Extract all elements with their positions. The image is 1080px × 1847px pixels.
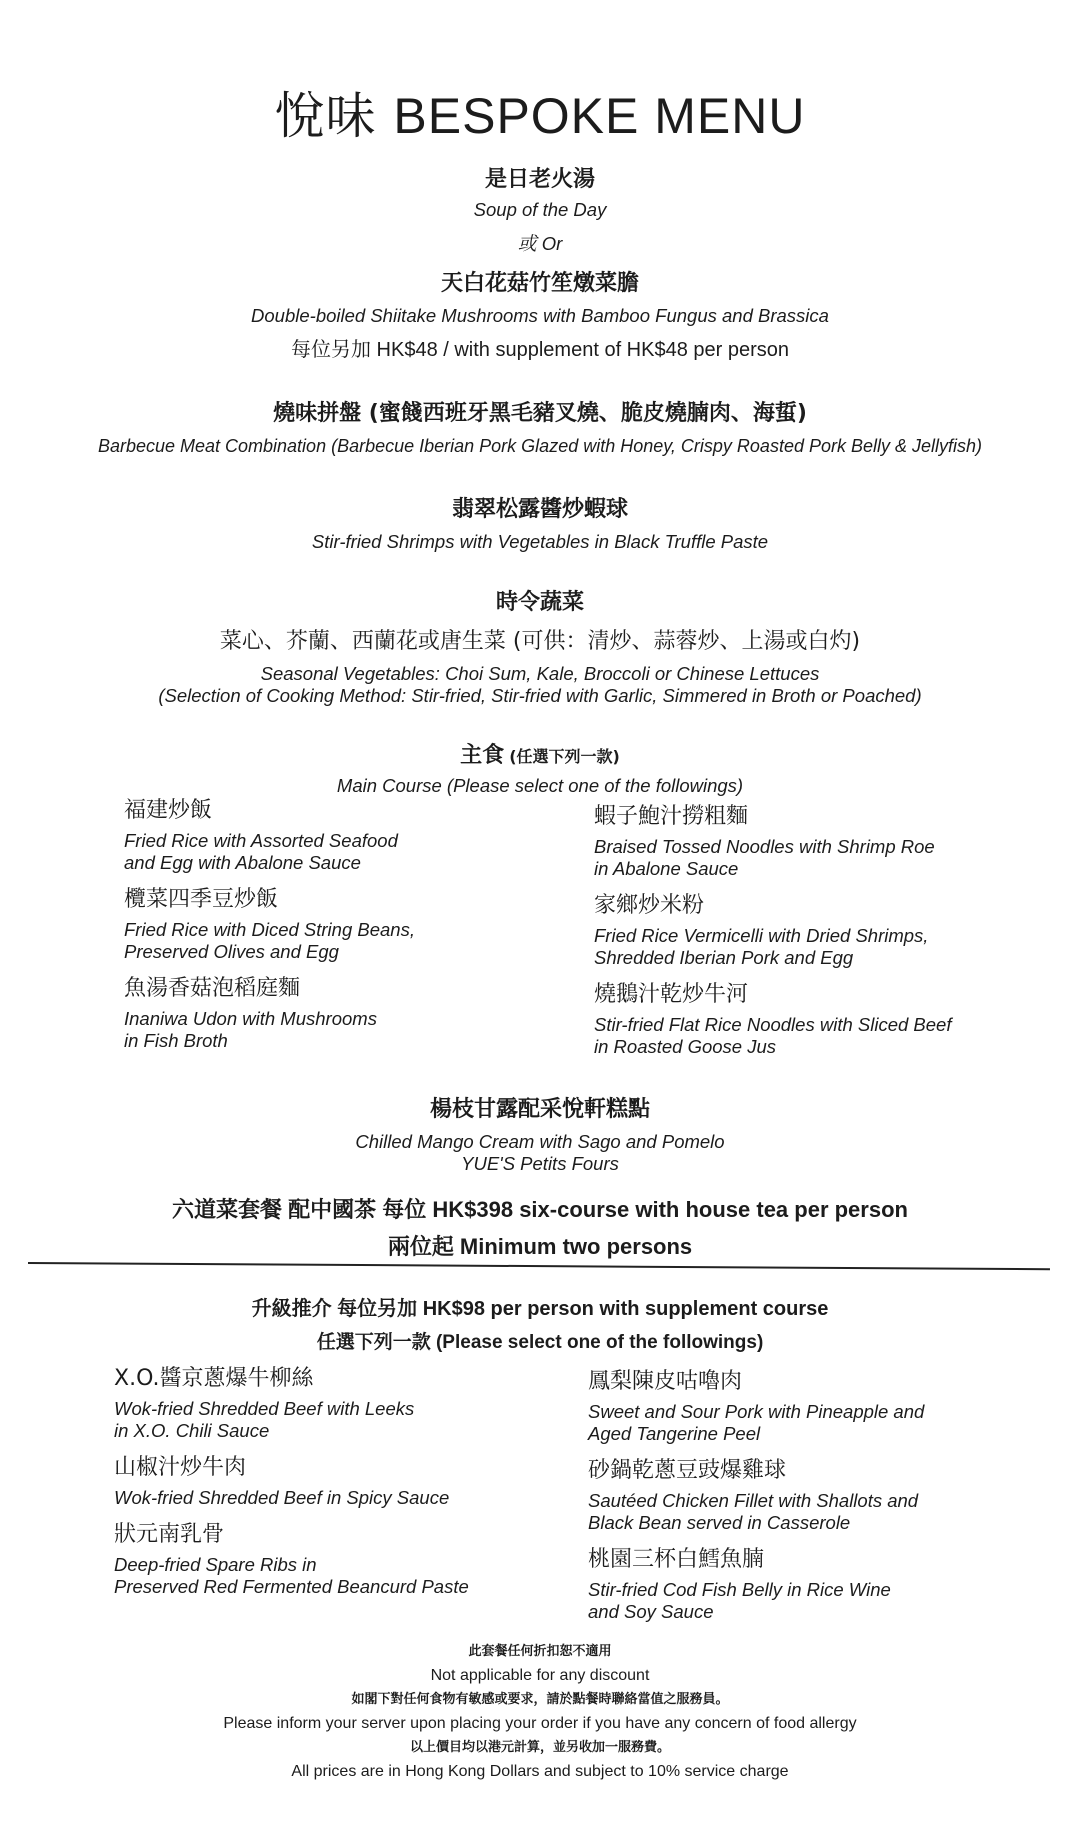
veg-en2: (Selection of Cooking Method: Stir-fried, Stir-fried with Garlic, Simmered in Broth or Poached) [158,685,922,706]
or-en: Or [541,233,563,254]
bbq-cn: 燒味拼盤 (蜜餞西班牙黑毛豬叉燒、脆皮燒腩肉、海蜇) [273,401,807,426]
item-en2: in X.O. Chili Sauce [114,1420,270,1441]
dessert-cn: 楊枝甘露配采悅軒糕點 [429,1097,650,1122]
upgrade-right-column [588,1364,1038,1631]
footer-cn2: 如閣下對任何食物有敏感或要求，請於點餐時聯絡當值之服務員。 [351,1692,729,1707]
shrimp-en: Stir-fried Shrimps with Vegetables in Black Truffle Paste [311,531,769,552]
item-en1: Stir-fried Flat Rice Noodles with Sliced Beef [594,1014,952,1035]
item-en2: in Roasted Goose Jus [594,1036,777,1057]
item-en2: Shredded Iberian Pork and Egg [594,947,854,968]
soup-alt-cn: 天白花菇竹笙燉菜膽 [440,271,639,296]
item-cn: 桃園三杯白鱈魚腩 [588,1547,765,1572]
item-cn: 欖菜四季豆炒飯 [124,887,279,912]
soup-section [0,162,1080,362]
price-line2: 兩位起 Minimum two persons [387,1234,693,1259]
main-left-column [124,793,564,1060]
main-cn-note: (任選下列一款) [509,747,620,766]
list-item [588,1453,1038,1534]
upgrade-header [0,1292,1080,1354]
divider [28,1262,1050,1270]
item-en1: Sautéed Chicken Fillet with Shallots and [588,1490,919,1511]
item-en1: Sweet and Sour Pork with Pineapple and [588,1401,925,1422]
main-cn: 主食 [460,743,505,768]
item-en1: Stir-fried Cod Fish Belly in Rice Wine [588,1579,891,1600]
item-en2: in Abalone Sauce [594,858,739,879]
list-item [114,1517,564,1598]
footer-en1: Not applicable for any discount [430,1667,650,1684]
page-title [0,76,1080,148]
shrimp-cn: 翡翠松露醬炒蝦球 [451,497,628,522]
bbq-section [0,396,1080,457]
item-cn: X.O.醬京蔥爆牛柳絲 [114,1366,314,1391]
item-en2: Aged Tangerine Peel [588,1423,761,1444]
dessert-en1: Chilled Mango Cream with Sago and Pomelo [355,1131,725,1152]
price-line1: 六道菜套餐 配中國茶 每位 HK$398 six-course with house tea per person [172,1197,908,1222]
list-item [124,882,564,963]
item-cn: 燒鵝汁乾炒牛河 [594,982,749,1007]
item-en1: Fried Rice with Assorted Seafood [124,830,398,851]
dessert-en2: YUE'S Petits Fours [461,1153,619,1174]
item-en2: in Fish Broth [124,1030,228,1051]
item-en1: Deep-fried Spare Ribs in [114,1554,317,1575]
main-en: Main Course (Please select one of the followings) [336,775,744,796]
list-item [124,793,564,874]
item-en2: Black Bean served in Casserole [588,1512,851,1533]
soup-alt-en: Double-boiled Shiitake Mushrooms with Bamboo Fungus and Brassica [251,305,829,326]
footer [0,1640,1080,1784]
soup-supplement: 每位另加 HK$48 / with supplement of HK$48 per person [290,339,790,361]
list-item [594,888,1034,969]
item-cn: 蝦子鮑汁撈粗麵 [594,804,749,829]
footer-cn3: 以上價目均以港元計算，並另收加一服務費。 [409,1740,670,1755]
item-cn: 家鄉炒米粉 [594,893,705,918]
item-en1: Inaniwa Udon with Mushrooms [124,1008,377,1029]
list-item [124,971,564,1052]
shrimp-section [0,492,1080,553]
list-item [588,1364,1038,1445]
soup-or [0,229,1080,256]
item-cn: 鳳梨陳皮咕嚕肉 [588,1369,743,1394]
item-cn: 魚湯香菇泡稻庭麵 [124,976,301,1001]
item-en1: Fried Rice Vermicelli with Dried Shrimps, [594,925,929,946]
upgrade-left-column [114,1361,564,1606]
bbq-en: Barbecue Meat Combination (Barbecue Iberian Pork Glazed with Honey, Crispy Roasted Pork Belly & Jellyfish) [97,436,983,456]
list-item [114,1361,564,1442]
item-cn: 福建炒飯 [124,798,213,823]
veg-en1: Seasonal Vegetables: Choi Sum, Kale, Broccoli or Chinese Lettuces [260,663,820,684]
soup-en: Soup of the Day [473,199,607,220]
upgrade-line2: 任選下列一款 (Please select one of the followings) [316,1332,764,1353]
or-cn: 或 [517,233,537,255]
title-cn: 悅味 [274,87,377,145]
soup-cn: 是日老火湯 [484,167,595,192]
item-cn: 山椒汁炒牛肉 [114,1455,247,1480]
veg-cn-sub: 菜心、芥蘭、西蘭花或唐生菜 (可供：清炒、蒜蓉炒、上湯或白灼) [219,629,861,654]
item-en1: Wok-fried Shredded Beef with Leeks [114,1398,415,1419]
dessert-section [0,1092,1080,1175]
item-en1: Fried Rice with Diced String Beans, [124,919,415,940]
title-en: BESPOKE MENU [393,88,806,144]
vegetables-section [0,585,1080,707]
footer-cn1: 此套餐任何折扣恕不適用 [468,1644,612,1659]
price-section [0,1193,1080,1261]
footer-en3: All prices are in Hong Kong Dollars and subject to 10% service charge [291,1763,789,1780]
item-en2: Preserved Olives and Egg [124,941,339,962]
item-en2: and Soy Sauce [588,1601,714,1622]
list-item [594,977,1034,1058]
list-item [588,1542,1038,1623]
list-item [114,1450,564,1509]
item-en2: and Egg with Abalone Sauce [124,852,361,873]
item-cn: 狀元南乳骨 [114,1522,225,1547]
upgrade-line1: 升級推介 每位另加 HK$98 per person with supplement course [251,1298,829,1320]
veg-cn: 時令蔬菜 [495,590,584,615]
list-item [594,799,1034,880]
item-en2: Preserved Red Fermented Beancurd Paste [114,1576,469,1597]
main-course-header [0,738,1080,797]
item-en1: Wok-fried Shredded Beef in Spicy Sauce [114,1487,450,1508]
main-right-column [594,799,1034,1066]
item-en1: Braised Tossed Noodles with Shrimp Roe [594,836,935,857]
footer-en2: Please inform your server upon placing your order if you have any concern of food allergy [223,1715,857,1732]
item-cn: 砂鍋乾蔥豆豉爆雞球 [588,1458,787,1483]
